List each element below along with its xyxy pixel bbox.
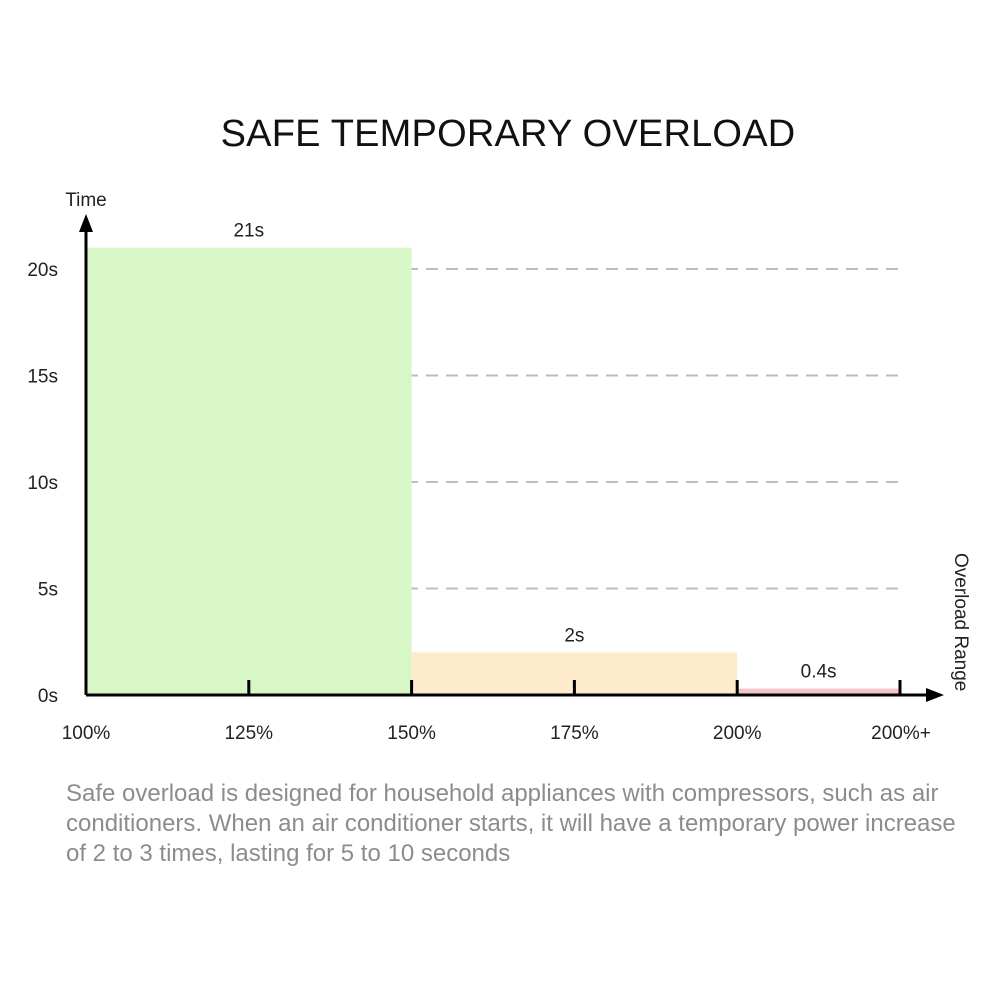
y-tick-label: 15s <box>27 366 58 388</box>
x-tick-label: 100% <box>61 723 111 744</box>
chart-caption: Safe overload is designed for household appliances with compressors, such as air conditioners. When an air conditioner starts, it will have a temporary power increase of 2 to 3 times, lasting for 5 to 10 seconds <box>66 780 956 867</box>
x-tick-label: 150% <box>387 723 436 744</box>
y-axis-title: Time <box>65 190 107 211</box>
x-tick-label: 200%+ <box>871 723 931 744</box>
x-tick-label: 125% <box>224 723 274 744</box>
y-ticks <box>27 260 58 707</box>
x-axis-title: Overload Range <box>950 553 971 692</box>
x-axis-arrow-icon <box>926 688 944 702</box>
x-tick-label: 175% <box>550 723 599 744</box>
bars <box>86 248 900 695</box>
bar-1 <box>86 248 412 695</box>
x-tick-label: 200% <box>712 723 762 744</box>
bar-value-label: 21s <box>233 220 265 242</box>
chart-title: SAFE TEMPORARY OVERLOAD <box>220 113 796 155</box>
y-axis-arrow-icon <box>79 214 93 232</box>
bar-value-label: 2s <box>564 625 585 647</box>
y-tick-label: 20s <box>27 260 58 281</box>
y-tick-label: 10s <box>27 473 58 494</box>
bar-value-label: 0.4s <box>800 661 837 683</box>
y-tick-label: 0s <box>37 686 58 707</box>
y-tick-label: 5s <box>37 579 58 601</box>
